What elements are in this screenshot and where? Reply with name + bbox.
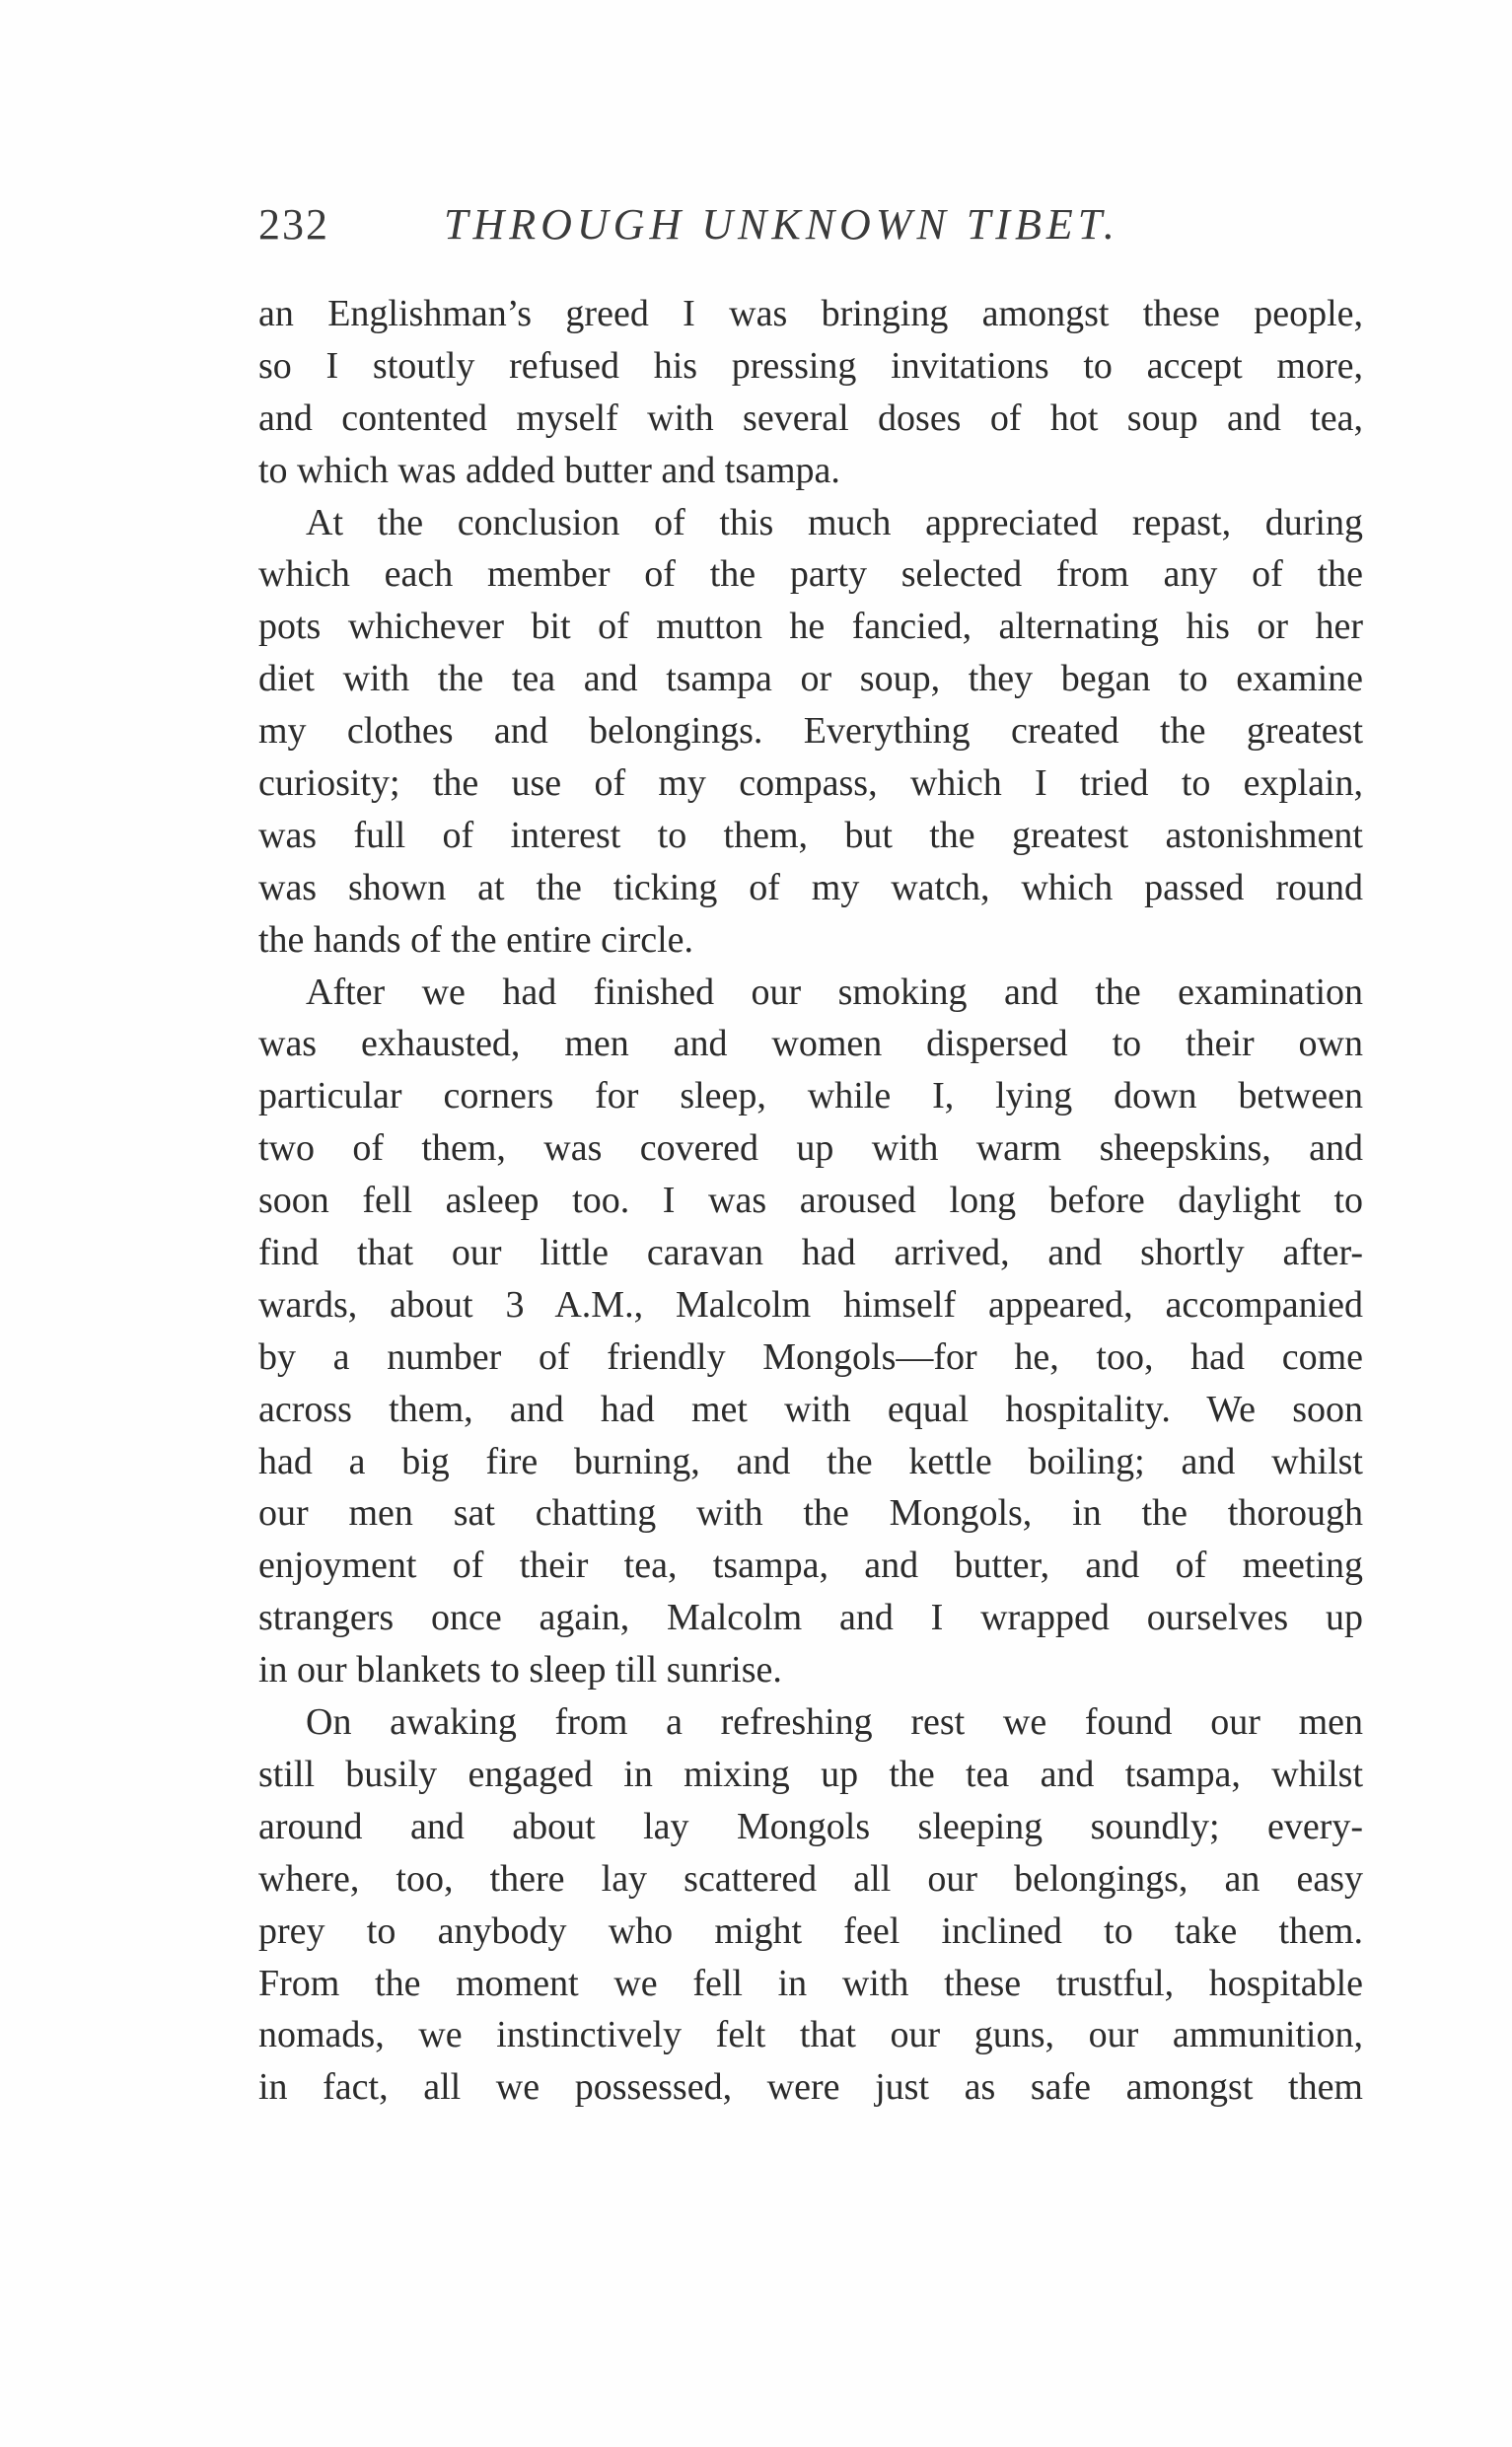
text-line: diet with the tea and tsampa or soup, they began to examine xyxy=(258,658,1363,700)
text-line: curiosity; the use of my compass, which I tried to explain, xyxy=(258,762,1363,805)
text-line: where, too, there lay scattered all our belongings, an easy xyxy=(258,1857,1363,1900)
body-text xyxy=(258,288,1363,2114)
text-line: so I stoutly refused his pressing invitations to accept more, xyxy=(258,344,1363,387)
text-line: From the moment we fell in with these trustful, hospitable xyxy=(258,1962,1363,2004)
text-line: wards, about 3 A.M., Malcolm himself appeared, accompanied xyxy=(258,1283,1363,1326)
running-head xyxy=(258,199,1245,258)
text-line: nomads, we instinctively felt that our guns, our ammunition, xyxy=(258,2014,1363,2056)
text-line: by a number of friendly Mongols—for he, too, had come xyxy=(258,1335,1363,1378)
paragraph-start-line: At the conclusion of this much appreciated repast, during xyxy=(306,501,1363,543)
text-line: an Englishman’s greed I was bringing amongst these people, xyxy=(258,293,1363,334)
running-title: THROUGH UNKNOWN TIBET. xyxy=(444,200,1119,249)
text-line: particular corners for sleep, while I, lying down between xyxy=(258,1075,1363,1117)
text-line: pots whichever bit of mutton he fancied, alternating his or her xyxy=(258,606,1363,648)
text-line: and contented myself with several doses of hot soup and tea, xyxy=(258,396,1363,439)
paragraph-start-line: After we had finished our smoking and the examination xyxy=(306,971,1363,1013)
text-line: in our blankets to sleep till sunrise. xyxy=(258,1649,782,1691)
text-line: to which was added butter and tsampa. xyxy=(258,449,840,491)
text-line: soon fell asleep too. I was aroused long before daylight to xyxy=(258,1180,1363,1222)
text-line: was full of interest to them, but the greatest astonishment xyxy=(258,814,1363,856)
text-line: prey to anybody who might feel inclined to take them. xyxy=(258,1909,1363,1952)
text-line: strangers once again, Malcolm and I wrapped ourselves up xyxy=(258,1597,1363,1639)
text-line: across them, and had met with equal hospitality. We soon xyxy=(258,1388,1363,1430)
text-line: still busily engaged in mixing up the tea and tsampa, whilst xyxy=(258,1753,1363,1795)
text-line: around and about lay Mongols sleeping soundly; every- xyxy=(258,1805,1363,1847)
paragraph-start-line: On awaking from a refreshing rest we found our men xyxy=(306,1701,1363,1744)
text-line: two of them, was covered up with warm sheepskins, and xyxy=(258,1127,1363,1170)
text-line: my clothes and belongings. Everything created the greatest xyxy=(258,710,1363,753)
page-number: 232 xyxy=(258,200,329,249)
text-line: was shown at the ticking of my watch, which passed round xyxy=(258,866,1363,908)
text-line: enjoyment of their tea, tsampa, and butter, and of meeting xyxy=(258,1545,1363,1587)
text-line: find that our little caravan had arrived, and shortly after- xyxy=(258,1232,1363,1274)
text-line: the hands of the entire circle. xyxy=(258,918,694,961)
text-line: had a big fire burning, and the kettle boiling; and whilst xyxy=(258,1440,1363,1482)
text-line: our men sat chatting with the Mongols, in the thorough xyxy=(258,1492,1363,1535)
text-line: in fact, all we possessed, were just as safe amongst them xyxy=(258,2066,1363,2109)
text-line: was exhausted, men and women dispersed to their own xyxy=(258,1023,1363,1065)
text-line: which each member of the party selected from any of the xyxy=(258,553,1363,596)
